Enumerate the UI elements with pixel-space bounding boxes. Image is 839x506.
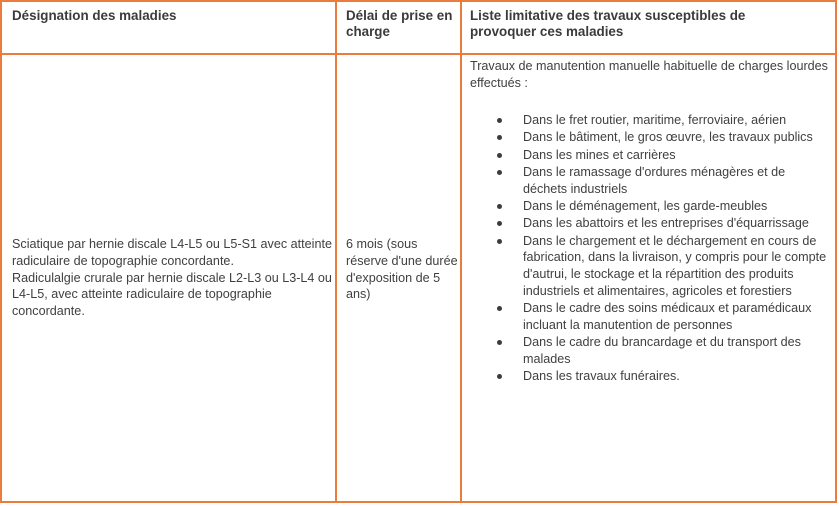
list-item: Dans le bâtiment, le gros œuvre, les travaux publics bbox=[470, 129, 830, 146]
bullet-icon bbox=[497, 170, 502, 175]
bullet-icon bbox=[497, 239, 502, 244]
designation-sciatique: Sciatique par hernie discale L4-L5 ou L5-S1 avec atteinte radiculaire de topographie concordante. bbox=[12, 237, 332, 268]
list-item: Dans les mines et carrières bbox=[470, 147, 830, 164]
bullet-icon bbox=[497, 374, 502, 379]
header-designation: Désignation des maladies bbox=[12, 8, 177, 23]
bullet-icon bbox=[497, 340, 502, 345]
designation-radiculalgie: Radiculalgie crurale par hernie discale L2-L3 ou L3-L4 ou L4-L5, avec atteinte radiculaire de topographie concordante. bbox=[12, 270, 332, 319]
column-divider bbox=[335, 2, 337, 501]
header-travaux: Liste limitative des travaux susceptibles de provoquer ces maladies bbox=[470, 8, 746, 39]
bullet-icon bbox=[497, 204, 502, 209]
list-item: Dans le cadre du brancardage et du transport des malades bbox=[470, 334, 830, 368]
list-item: Dans le fret routier, maritime, ferroviaire, aérien bbox=[470, 112, 830, 129]
list-item: Dans les abattoirs et les entreprises d'équarrissage bbox=[470, 215, 830, 232]
travaux-list bbox=[470, 112, 830, 386]
bullet-icon bbox=[497, 118, 502, 123]
bullet-icon bbox=[497, 135, 502, 140]
bullet-icon bbox=[497, 221, 502, 226]
column-divider bbox=[460, 2, 462, 501]
list-item: Dans le cadre des soins médicaux et paramédicaux incluant la manutention de personnes bbox=[470, 300, 830, 334]
list-item: Dans le ramassage d'ordures ménagères et de déchets industriels bbox=[470, 164, 830, 198]
travaux-intro: Travaux de manutention manuelle habituelle de charges lourdes effectués : bbox=[470, 59, 828, 90]
bullet-icon bbox=[497, 306, 502, 311]
list-item: Dans les travaux funéraires. bbox=[470, 368, 830, 385]
delai-cell: 6 mois (sous réserve d'une durée d'exposition de 5 ans) bbox=[346, 237, 458, 302]
designation-cell bbox=[12, 236, 334, 320]
list-item: Dans le chargement et le déchargement en cours de fabrication, dans la livraison, y compris pour le compte d'autrui, le stockage et la répartition des produits industriels et alimentaires, agricoles et forestiers bbox=[470, 233, 830, 300]
header-delai: Délai de prise en charge bbox=[346, 8, 453, 39]
list-item: Dans le déménagement, les garde-meubles bbox=[470, 198, 830, 215]
bullet-icon bbox=[497, 153, 502, 158]
